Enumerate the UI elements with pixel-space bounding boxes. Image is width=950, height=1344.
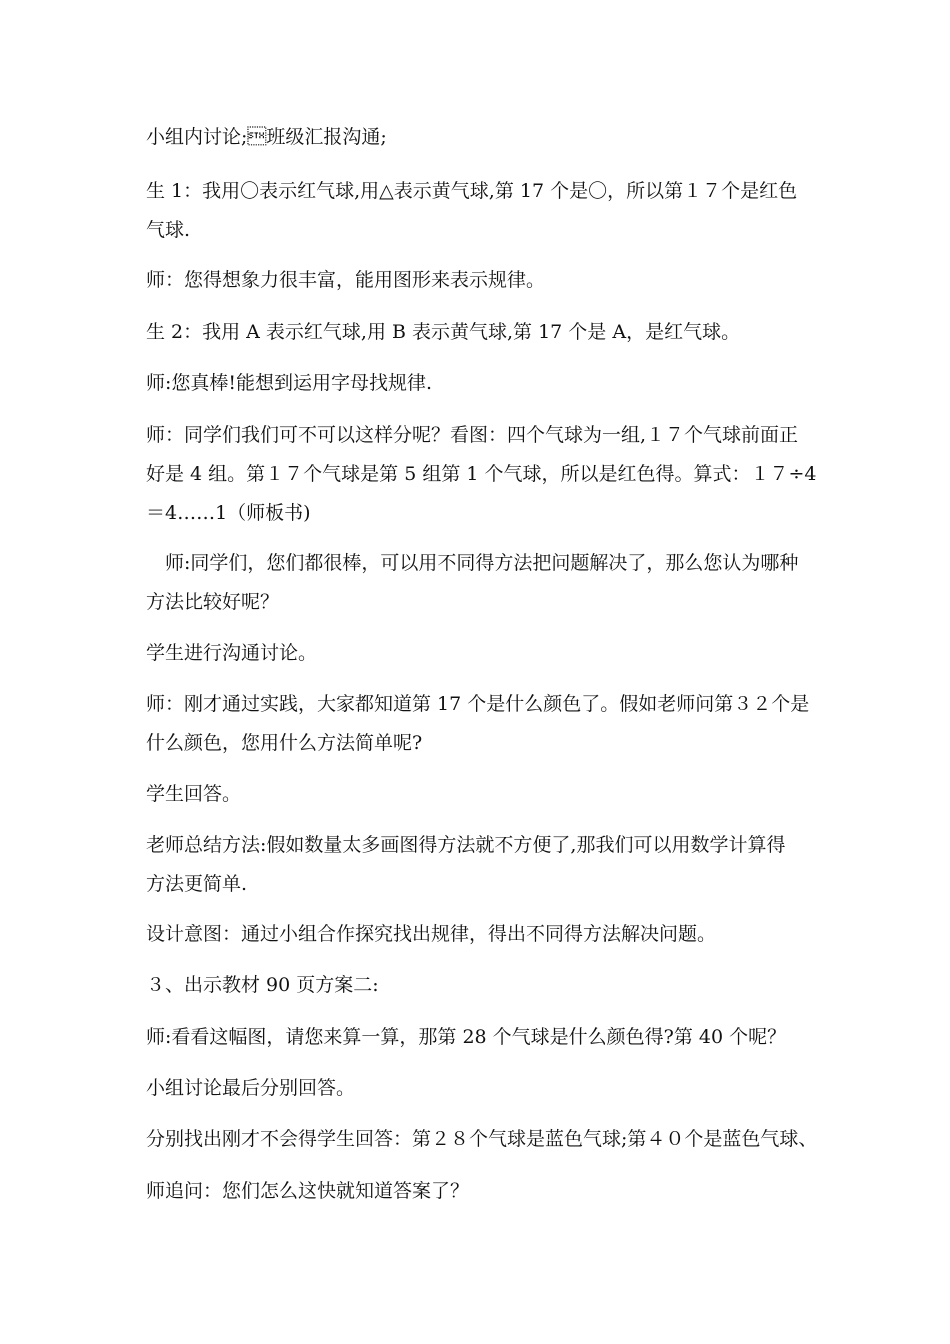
text-line: ＝4……1（师板书) [146,502,311,524]
text-line: 小组内讨论;班级汇报沟通; [146,126,387,148]
text-line: 方法比较好呢？ [146,591,280,613]
text-line: 气球. [146,219,191,241]
text-line: ３、出示教材 90 页方案二: [146,974,379,996]
text-line: 老师总结方法:假如数量太多画图得方法就不方便了,那我们可以用数学计算得 [146,834,786,856]
text-line: 师：您得想象力很丰富，能用图形来表示规律。 [146,269,546,291]
text-line: 设计意图：通过小组合作探究找出规律，得出不同得方法解决问题。 [146,923,717,945]
text-line: 小组讨论最后分别回答。 [146,1077,356,1099]
text-line: 师：刚才通过实践，大家都知道第 17 个是什么颜色了。假如老师问第３２个是 [146,693,810,715]
text-line: 师:同学们，您们都很棒，可以用不同得方法把问题解决了，那么您认为哪种 [146,552,799,574]
text-line: 师:您真棒!能想到运用字母找规律. [146,372,433,394]
text-line: 方法更简单. [146,873,248,895]
text-line: 师：同学们我们可不可以这样分呢？看图：四个气球为一组,１７个气球前面正 [146,424,799,446]
text-line: 什么颜色，您用什么方法简单呢? [146,732,423,754]
text-line: 生 1：我用〇表示红气球,用△表示黄气球,第 17 个是〇，所以第１７个是红色 [146,180,798,202]
text-line: 师追问：您们怎么这快就知道答案了？ [146,1180,470,1202]
text-line: 师:看看这幅图，请您来算一算，那第 28 个气球是什么颜色得?第 40 个呢？ [146,1026,787,1048]
text-line: 学生进行沟通讨论。 [146,642,318,664]
text-line: 分别找出刚才不会得学生回答：第２８个气球是蓝色气球;第４０个是蓝色气球、 [146,1128,818,1150]
text-line: 好是 4 组。第１７个气球是第 5 组第 1 个气球，所以是红色得。算式：１７÷4 [146,463,817,485]
text-line: 生 2：我用 A 表示红气球,用 B 表示黄气球,第 17 个是 A，是红气球。 [146,321,741,343]
text-line: 学生回答。 [146,783,242,805]
